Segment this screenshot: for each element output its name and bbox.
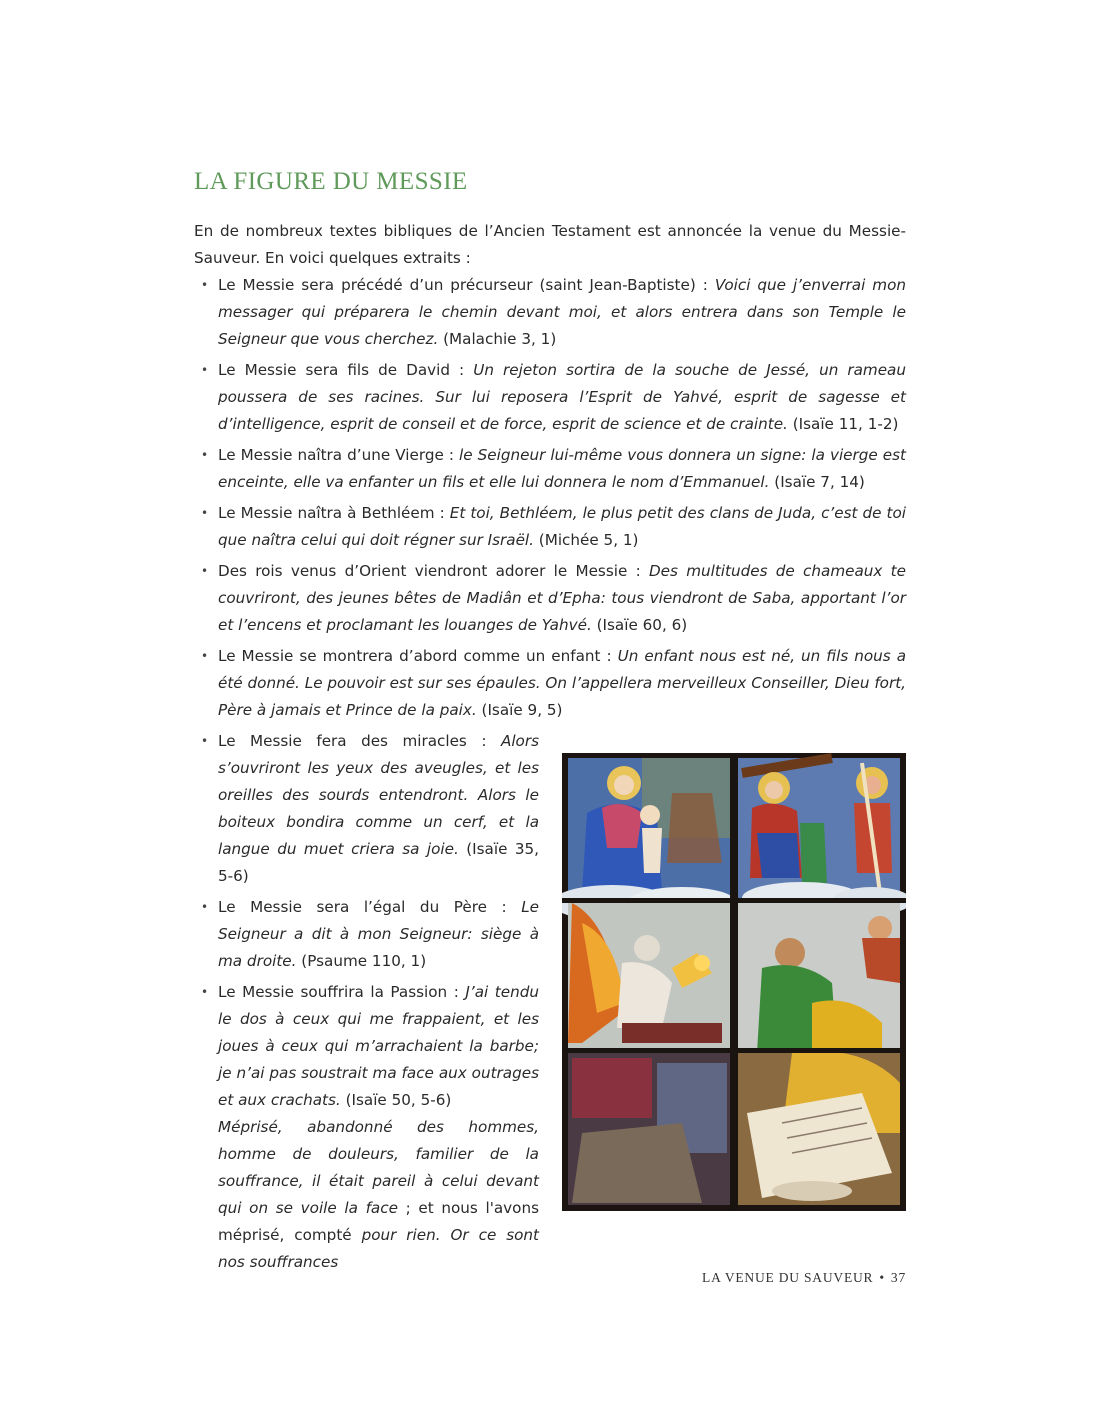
continuation-paragraph: Méprisé, abandonné des hommes, homme de douleurs, familier de la souffrance, il était pareil à celui devant qui on se voile la face ; et nous l'avons méprisé, compté pour rien. Or ce sont nos souffrances — [218, 1118, 539, 1271]
prophecy-list — [194, 272, 906, 728]
page-footer — [702, 1270, 906, 1286]
list-item: • Des rois venus d’Orient viendront adorer le Messie : Des multitudes de chameaux te couvriront, des jeunes bêtes de Madiân et d’Epha: tous viendront de Saba, apportant l’or et l’encens et proclamant les louanges de Yahvé. (Isaïe 60, 6) — [194, 558, 906, 639]
separator-dot: • — [879, 1270, 885, 1285]
stained-glass-image — [562, 753, 906, 1211]
section-title: LA FIGURE DU MESSIE — [194, 168, 468, 195]
list-item: • Le Messie fera des miracles : Alors s’ouvriront les yeux des aveugles, et les oreilles des sourds entendront. Alors le boiteux bondira comme un cerf, et la langue du muet criera sa joie. (Isaïe 35, 5-6) — [194, 728, 539, 890]
list-item: • Le Messie naîtra d’une Vierge : le Seigneur lui-même vous donnera un signe: la vierge est enceinte, elle va enfanter un fils et elle lui donnera le nom d’Emmanuel. (Isaïe 7, 14) — [194, 442, 906, 496]
running-head: LA VENUE DU SAUVEUR — [702, 1270, 874, 1285]
list-item: • Le Messie souffrira la Passion : J’ai tendu le dos à ceux qui me frappaient, et les joues à ceux qui m’arrachaient la barbe; je n’ai pas soustrait ma face aux outrages et aux crachats. (Isaïe 50, 5-6) — [194, 979, 539, 1114]
list-item: • Le Messie sera précédé d’un précurseur (saint Jean-Baptiste) : Voici que j’enverrai mon messager qui préparera le chemin devant moi, et alors entrera dans son Temple le Seigneur que vous cherchez. (Malachie 3, 1) — [194, 272, 906, 353]
list-item: • Le Messie se montrera d’abord comme un enfant : Un enfant nous est né, un fils nous a été donné. Le pouvoir est sur ses épaules. On l’appellera merveilleux Conseiller, Dieu fort, Père à jamais et Prince de la paix. (Isaïe 9, 5) — [194, 643, 906, 724]
list-item: • Le Messie sera fils de David : Un rejeton sortira de la souche de Jessé, un rameau poussera de ses racines. Sur lui reposera l’Esprit de Yahvé, esprit de sagesse et d’intelligence, esprit de conseil et de force, esprit de science et de crainte. (Isaïe 11, 1-2) — [194, 357, 906, 438]
page-number: 37 — [890, 1270, 906, 1285]
prophecy-list-column — [194, 728, 539, 1276]
vertical-mullion — [730, 753, 738, 1211]
list-item: • Le Messie naîtra à Bethléem : Et toi, Bethléem, le plus petit des clans de Juda, c’est de toi que naîtra celui qui doit régner sur Israël. (Michée 5, 1) — [194, 500, 906, 554]
list-item: • Le Messie sera l’égal du Père : Le Seigneur a dit à mon Seigneur: siège à ma droite. (Psaume 110, 1) — [194, 894, 539, 975]
intro-paragraph: En de nombreux textes bibliques de l’Ancien Testament est annoncée la venue du Messie-Sauveur. En voici quelques extraits : — [194, 222, 906, 267]
